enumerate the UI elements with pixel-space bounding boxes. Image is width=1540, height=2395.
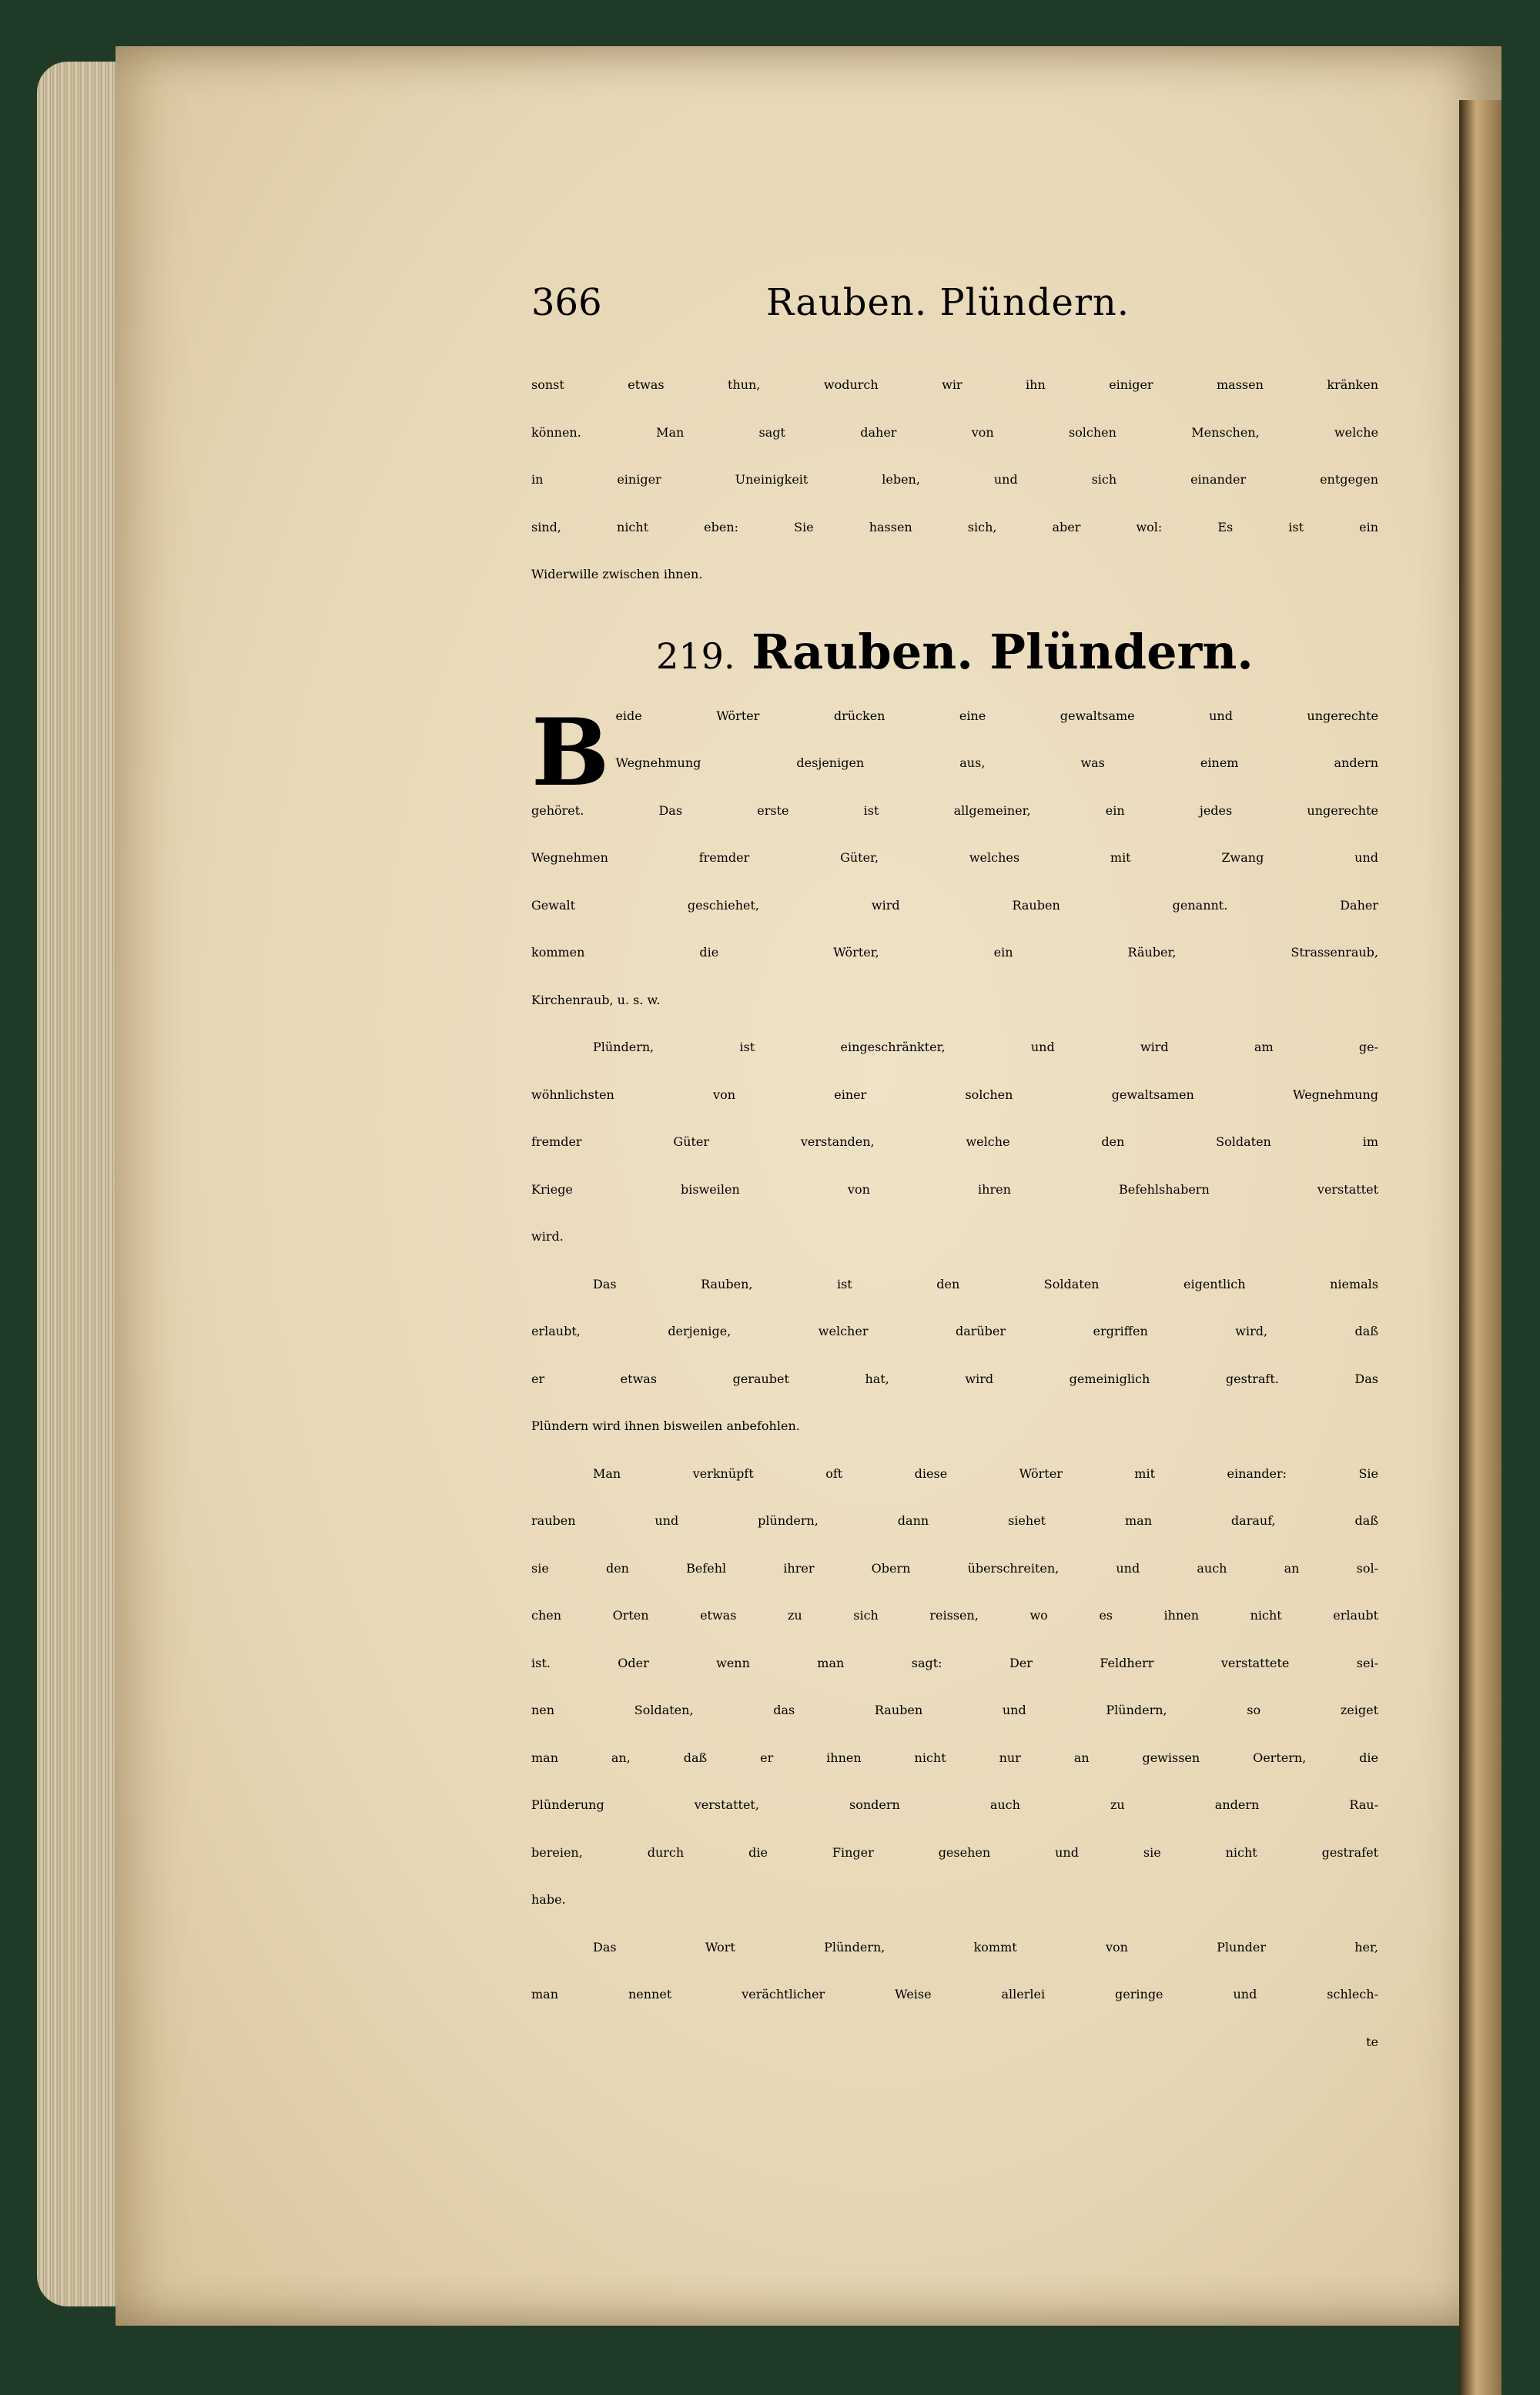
- text-line: er etwas geraubet hat, wird gemeiniglich gestraft. Das: [531, 1371, 1378, 1386]
- text-line: Wegnehmung desjenigen aus, was einem andern: [615, 755, 1378, 770]
- drop-cap: B: [531, 698, 610, 807]
- text-line: Kirchenraub, u. s. w.: [531, 992, 661, 1007]
- paragraph: [531, 1040, 1378, 1277]
- text-line: sonst etwas thun, wodurch wir ihn einiger massen kränken: [531, 377, 1378, 392]
- text-line: sie den Befehl ihrer Obern überschreiten, und auch an sol-: [531, 1560, 1378, 1576]
- text-line: Gewalt geschiehet, wird Rauben genannt. Daher: [531, 897, 1378, 913]
- text-line: Plünderung verstattet, sondern auch zu andern Rau-: [531, 1797, 1378, 1812]
- text-line: Kriege bisweilen von ihren Befehlshabern verstattet: [531, 1181, 1378, 1197]
- page-number: 366: [531, 281, 602, 324]
- text-line: kommen die Wörter, ein Räuber, Strassenraub,: [531, 945, 1378, 960]
- section-heading: [531, 615, 1378, 708]
- text-line: nen Soldaten, das Rauben und Plündern, so zeiget: [531, 1703, 1378, 1717]
- text-line: können. Man sagt daher von solchen Menschen, welche: [531, 424, 1378, 440]
- paragraph: [531, 698, 1378, 1040]
- text-line: Plündern, ist eingeschränkter, und wird am ge-: [593, 1040, 1378, 1054]
- text-line: chen Orten etwas zu sich reissen, wo es ihnen nicht erlaubt: [531, 1608, 1378, 1623]
- text-line: wöhnlichsten von einer solchen gewaltsamen Wegnehmung: [531, 1087, 1378, 1102]
- running-head: Rauben. Plündern.: [766, 281, 1130, 324]
- paragraph: [531, 1277, 1378, 1466]
- text-line: man nennet verächtlicher Weise allerlei geringe und schlech-: [531, 1987, 1378, 2001]
- text-line: Wegnehmen fremder Güter, welches mit Zwang und: [531, 850, 1378, 865]
- page-gutter: [1459, 100, 1502, 2395]
- text-line: man an, daß er ihnen nicht nur an gewissen Oertern, die: [531, 1750, 1378, 1765]
- text-line: Das Rauben, ist den Soldaten eigentlich niemals: [593, 1276, 1378, 1291]
- text-line: in einiger Uneinigkeit leben, und sich einander entgegen: [531, 472, 1378, 487]
- paragraph: [531, 1940, 1378, 2035]
- text-line: habe.: [531, 1892, 566, 1907]
- text-line: Widerwille zwischen ihnen.: [531, 567, 703, 581]
- page-header: [531, 281, 1378, 335]
- text-line: rauben und plündern, dann siehet man darauf, daß: [531, 1513, 1378, 1528]
- text-line: wird.: [531, 1229, 564, 1244]
- text-line: fremder Güter verstanden, welche den Soldaten im: [531, 1134, 1378, 1149]
- text-line: Man verknüpft oft diese Wörter mit einander: Sie: [593, 1465, 1378, 1481]
- text-line: erlaubt, derjenige, welcher darüber ergriffen wird, daß: [531, 1324, 1378, 1338]
- text-line: eide Wörter drücken eine gewaltsame und ungerechte: [615, 708, 1378, 723]
- page-body: [531, 377, 1378, 2082]
- text-line: ist. Oder wenn man sagt: Der Feldherr verstattete sei-: [531, 1655, 1378, 1670]
- paragraph: [531, 1466, 1378, 1940]
- section-number: 219.: [656, 635, 735, 677]
- section-title: Rauben. Plündern.: [752, 623, 1254, 680]
- text-line: sind, nicht eben: Sie hassen sich, aber wol: Es ist ein: [531, 519, 1378, 534]
- text-line: gehöret. Das erste ist allgemeiner, ein jedes ungerechte: [531, 802, 1378, 818]
- text-line: bereien, durch die Finger gesehen und sie nicht gestrafet: [531, 1844, 1378, 1860]
- text-line: Plündern wird ihnen bisweilen anbefohlen.: [531, 1419, 800, 1433]
- text-line: Das Wort Plündern, kommt von Plunder her,: [593, 1939, 1378, 1955]
- catchword: te: [1366, 2034, 1378, 2049]
